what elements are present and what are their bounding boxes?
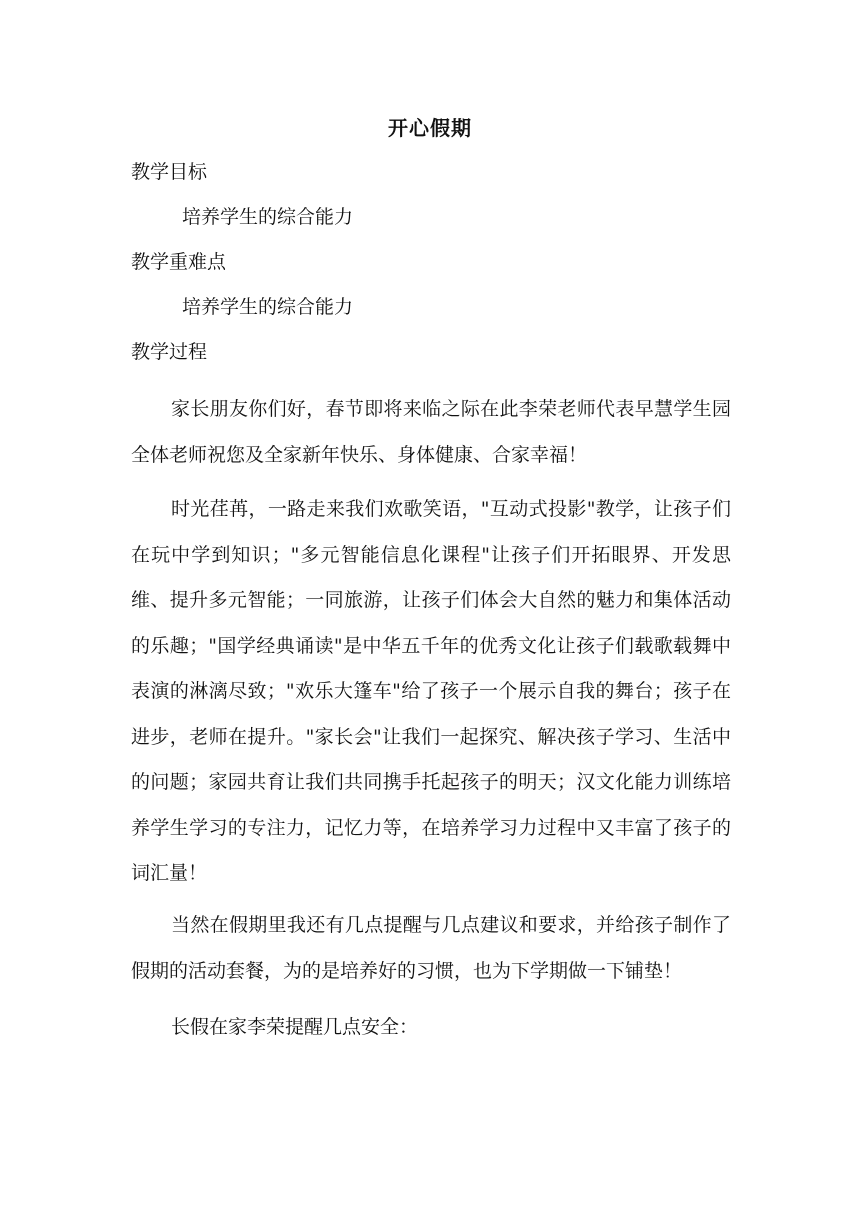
paragraph-review: 时光荏苒，一路走来我们欢歌笑语，"互动式投影"教学，让孩子们在玩中学到知识；"多元智能信息化课程"让孩子们开拓眼界、开发思维、提升多元智能；一同旅游，让孩子们体会大自然的魅力和集体活动的乐趣；"国学经典诵读"是中华五千年的优秀文化让孩子们载歌载舞中表演的淋漓尽致；"欢乐大篷车"给了孩子一个展示自我的舞台；孩子在进步，老师在提升。"家长会"让我们一起探究、解决孩子学习、生活中的问题；家园共育让我们共同携手托起孩子的明天；汉文化能力训练培养学生学习的专注力，记忆力等，在培养学习力过程中又丰富了孩子的词汇量！ (131, 498, 731, 884)
paragraph-holiday-plan: 当然在假期里我还有几点提醒与几点建议和要求，并给孩子制作了假期的活动套餐，为的是培养好的习惯，也为下学期做一下铺垫！ (131, 914, 731, 982)
paragraph-greeting: 家长朋友你们好，春节即将来临之际在此李荣老师代表早慧学生园全体老师祝您及全家新年快乐、身体健康、合家幸福！ (131, 398, 731, 466)
section-heading-process: 教学过程 (131, 341, 208, 363)
section-heading-key-points: 教学重难点 (131, 251, 227, 273)
paragraph-safety-intro: 长假在家李荣提醒几点安全： (171, 1016, 419, 1038)
section-content-objectives: 培养学生的综合能力 (182, 206, 354, 228)
section-heading-objectives: 教学目标 (131, 161, 208, 183)
document-title: 开心假期 (388, 116, 472, 140)
section-content-key-points: 培养学生的综合能力 (182, 296, 354, 318)
